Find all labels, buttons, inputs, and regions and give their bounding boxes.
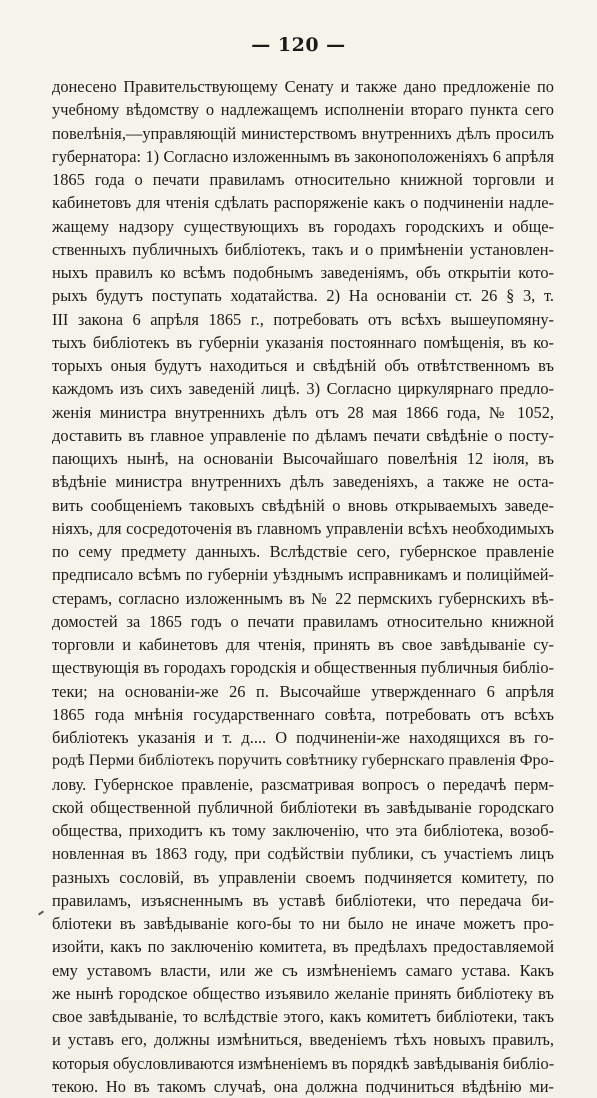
body-text	[52, 75, 554, 1098]
text-line: пающихъ нынѣ, на основаніи Высочайшаго повелѣнія 12 іюля, въ	[52, 449, 554, 468]
text-line: по сему предмету данныхъ. Вслѣдствіе сего, губернское правленіе	[52, 542, 554, 561]
text-line: свое завѣдываніе, то вслѣдствіе этого, какъ комитетъ библіотеки, такъ	[52, 1007, 554, 1026]
text-line: родѣ Перми библіотекъ поручить совѣтнику губернскаго правленія Фро-	[52, 752, 554, 770]
text-line: ему уставомъ власти, или же съ измѣненіемъ самаго устава. Какъ	[52, 960, 554, 980]
text-line: донесено Правительствующему Сенату и также дано предложеніе по	[52, 77, 554, 96]
text-line: тыхъ библіотекъ въ губерніи указанія постояннаго помѣщенія, въ ко-	[52, 332, 554, 352]
text-line: повелѣнія,—управляющій министерствомъ внутреннихъ дѣлъ просилъ	[52, 123, 554, 143]
text-line: учебному вѣдомству о надлежащемъ исполненіи втораго пункта сего	[52, 100, 554, 120]
text-line: женія министра внутреннихъ дѣлъ отъ 28 мая 1866 года, № 1052,	[52, 402, 554, 422]
text-line: разныхъ сословій, въ управленіи своемъ подчиняется комитету, по	[52, 867, 554, 887]
text-line: ственныхъ публичныхъ библіотекъ, такъ и о примѣненіи установлен-	[52, 239, 554, 259]
text-line: которыя обусловливаются измѣненіемъ въ порядкѣ завѣдыванія библіо-	[52, 1053, 554, 1073]
text-line: предписало всѣмъ по губерніи уѣзднымъ исправникамъ и полиціймей-	[52, 565, 554, 585]
text-line: стерамъ, согласно изложеннымъ въ № 22 пермскихъ губернскихъ вѣ-	[52, 588, 554, 608]
text-line: домостей за 1865 годъ о печати правиламъ относительно книжной	[52, 611, 554, 631]
text-line: изойти, какъ по заключенію комитета, въ предѣлахъ предоставляемой	[52, 937, 554, 957]
text-line: III закона 6 апрѣля 1865 г., потребовать отъ всѣхъ вышеупомяну-	[52, 309, 554, 329]
text-line: общества, приходитъ къ тому заключенію, что эта библіотека, возоб-	[52, 821, 554, 840]
text-line: 1865 года мнѣнія государственнаго совѣта, потребовать отъ всѣхъ	[52, 704, 554, 724]
text-line: торыхъ оныя будутъ находиться и свѣдѣній объ отвѣтственномъ въ	[52, 356, 554, 375]
text-line: ществующія въ городахъ городскія и общественныя публичныя библіо-	[52, 658, 554, 678]
text-line: правиламъ, изъясненнымъ въ уставѣ библіотеки, что передача би-	[52, 890, 554, 910]
text-line: доставить въ главное управленіе по дѣламъ печати свѣдѣніе о посту-	[52, 425, 554, 445]
text-line: кабинетовъ для чтенія сдѣлать распоряженіе какъ о подчиненіи надле-	[52, 193, 554, 213]
page-number: — 120 —	[251, 34, 346, 56]
text-line: лову. Губернское правленіе, разсматривая вопросъ о передачѣ перм-	[52, 774, 554, 794]
text-line: библіотекъ указанія и т. д.... О подчиненіи-же находящихся въ го-	[52, 728, 554, 747]
text-line: и уставъ его, должны измѣниться, введеніемъ тѣхъ новыхъ правилъ,	[52, 1030, 554, 1050]
text-line: торговли и кабинетовъ для чтенія, принять въ свое завѣдываніе су-	[52, 635, 554, 654]
text-line: теки; на основаніи-же 26 п. Высочайше утвержденнаго 6 апрѣля	[52, 681, 554, 701]
text-line: бліотеки въ завѣдываніе кого-бы то ни было не иначе можетъ про-	[52, 914, 554, 933]
text-line: же нынѣ городское общество изъявило желаніе принять библіотеку въ	[52, 983, 554, 1003]
text-line: текою. Но въ такомъ случаѣ, она должна подчиниться вѣдѣнію ми-	[52, 1076, 554, 1096]
margin-mark	[38, 910, 44, 915]
text-line: губернатора: 1) Согласно изложеннымъ въ законоположеніяхъ 6 апрѣля	[52, 146, 554, 166]
text-line: каждомъ изъ сихъ заведеній лицѣ. 3) Согласно циркулярнаго предло-	[52, 379, 554, 399]
text-line: 1865 года о печати правиламъ относительно книжной торговли и	[52, 170, 554, 189]
text-line: ской общественной публичной библіотеки въ завѣдываніе городскаго	[52, 797, 554, 817]
text-line: новленная въ 1863 году, при содѣйствіи публики, съ участіемъ лицъ	[52, 844, 554, 864]
text-line: вить сообщеніемъ таковыхъ свѣдѣній о вновь открываемыхъ заведе-	[52, 495, 554, 515]
text-line: жащему надзору существующихъ въ городахъ городскихъ и обще-	[52, 216, 554, 236]
text-line: вѣдѣніе министра внутреннихъ дѣлъ заведеніяхъ, а также не оста-	[52, 472, 554, 492]
text-line: рыхъ будутъ поступать ходатайства. 2) На основаніи ст. 26 § 3, т.	[52, 286, 554, 306]
text-line: ныхъ правилъ ко всѣмъ подобнымъ заведеніямъ, объ открытіи кото-	[52, 263, 554, 282]
text-line: ніяхъ, для сосредоточенія въ главномъ управленіи всѣхъ необходимыхъ	[52, 518, 554, 538]
